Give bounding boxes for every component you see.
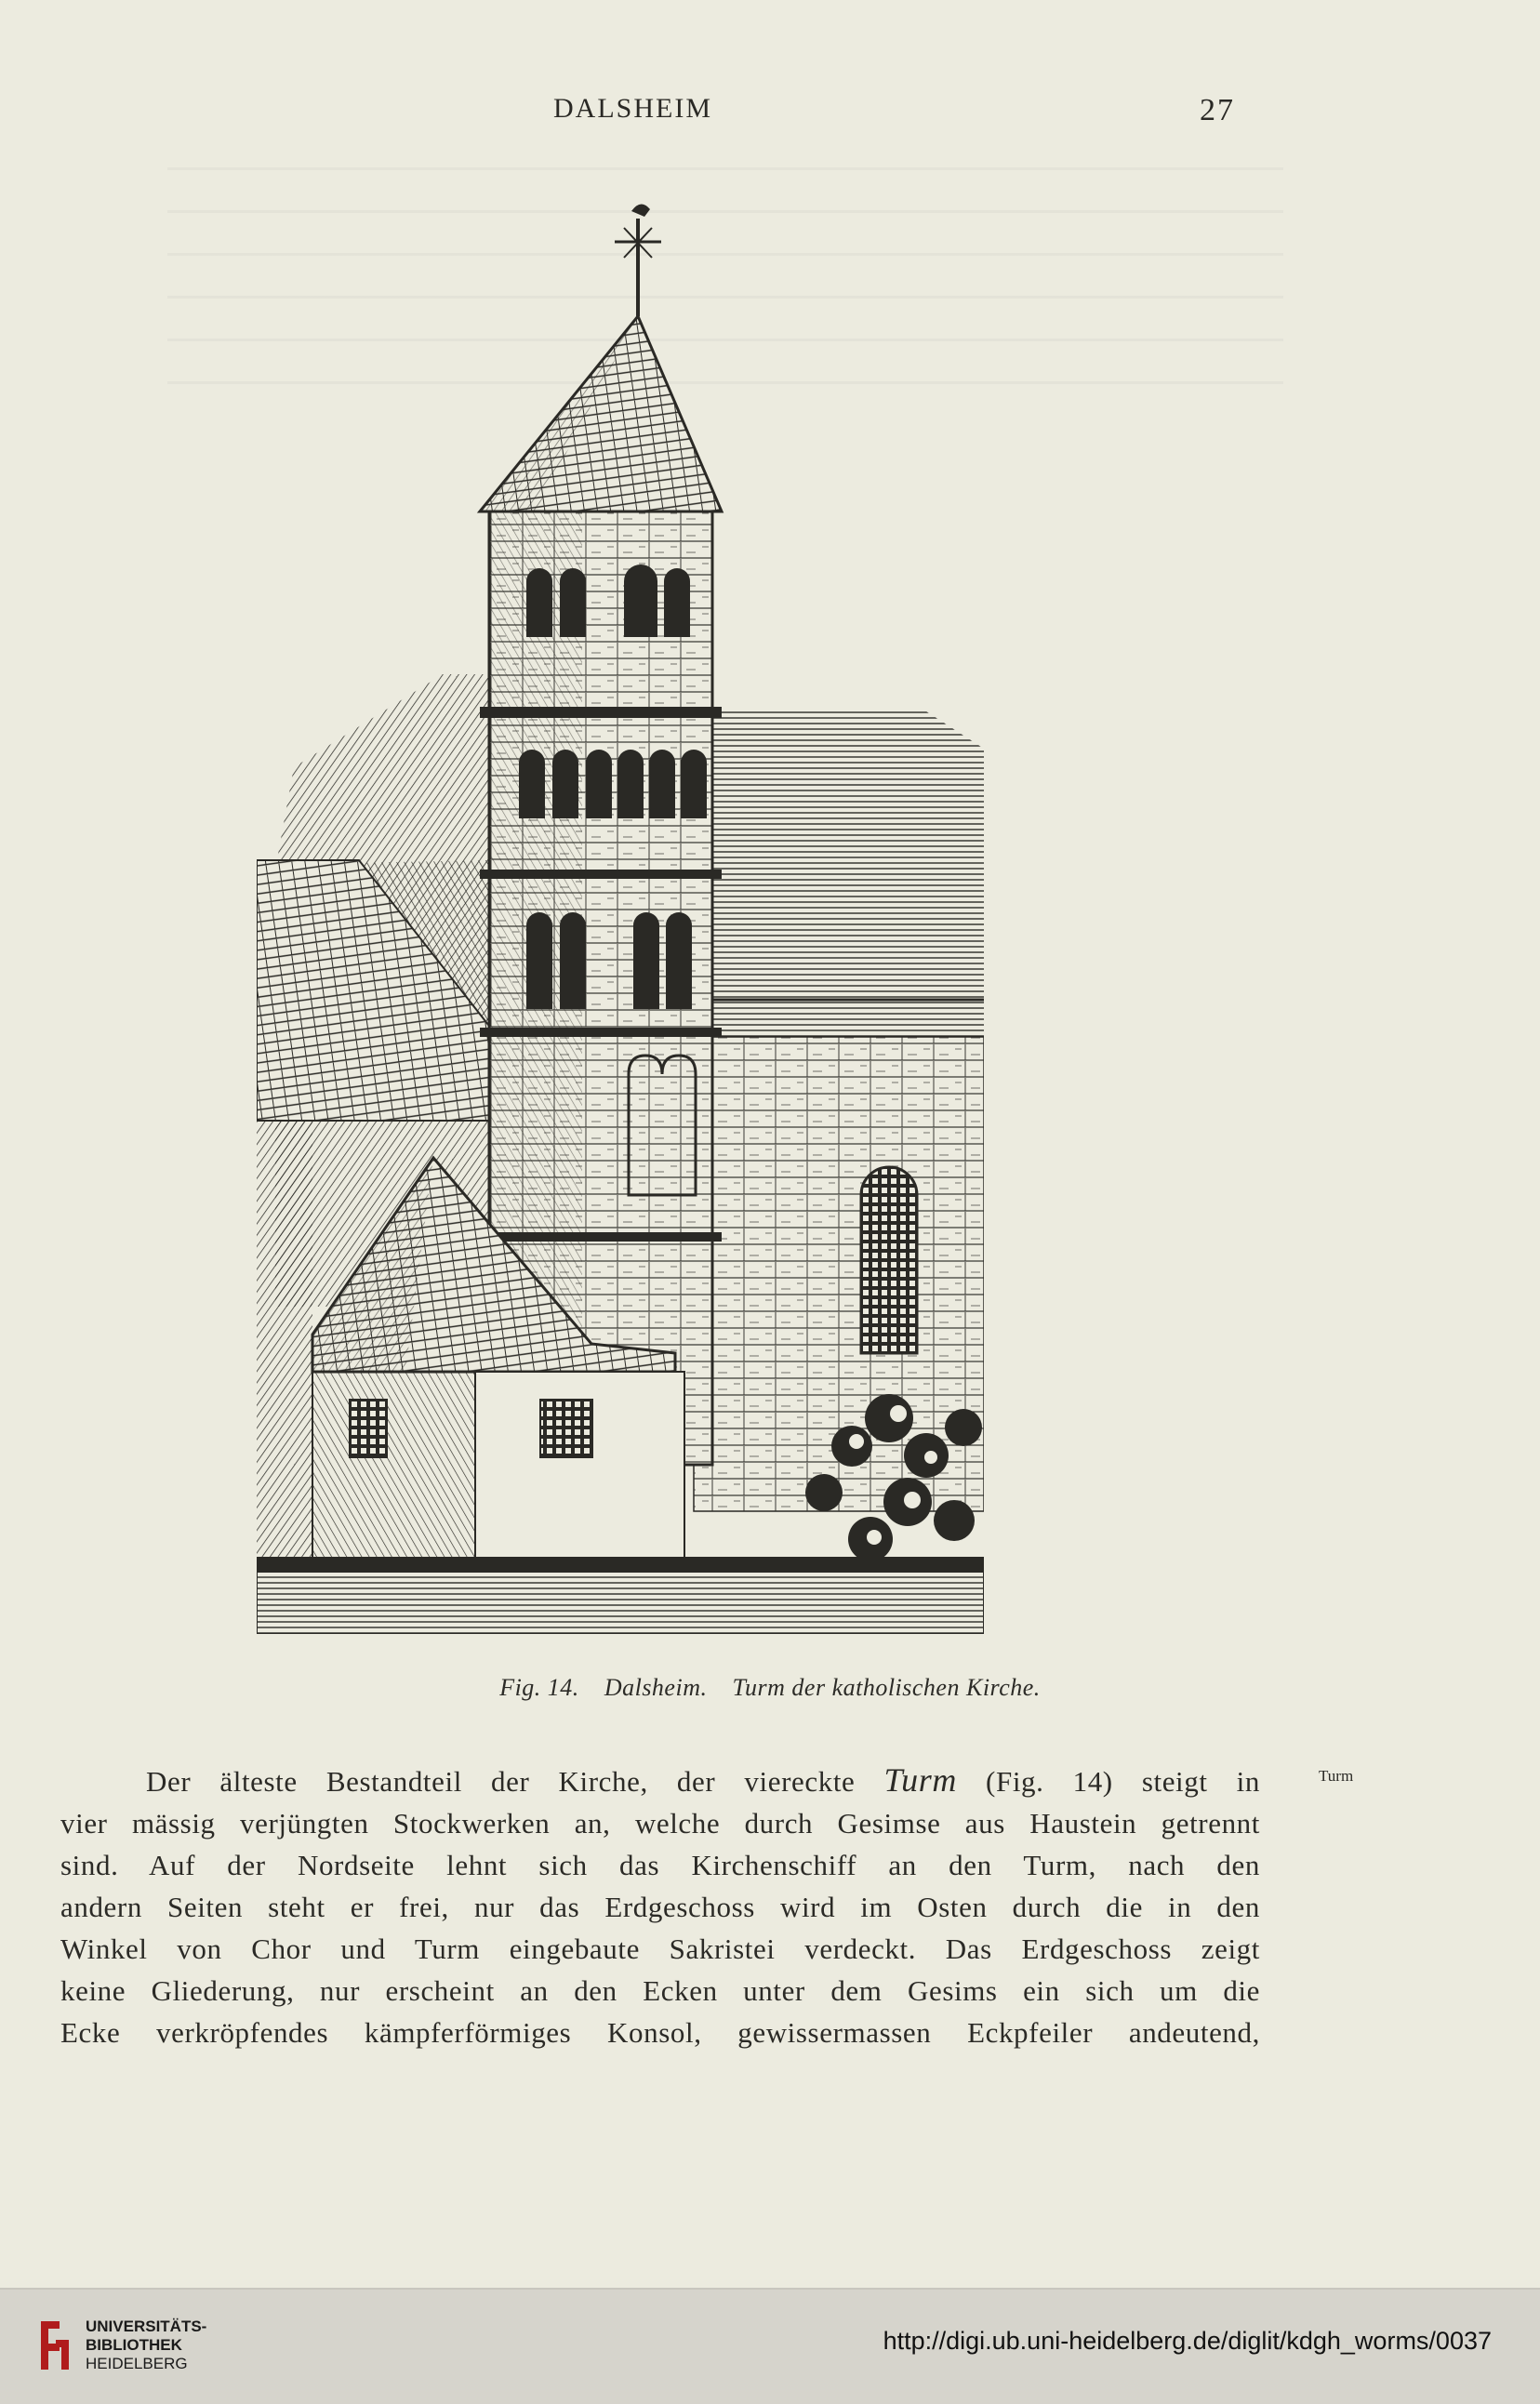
source-url[interactable]: http://digi.ub.uni-heidelberg.de/diglit/kdgh_worms/0037 — [883, 2327, 1492, 2355]
body-paragraph — [60, 1760, 1260, 2053]
text-line: sind. Auf der Nordseite lehnt sich das Kirchenschiff an den Turm, nach den — [60, 1849, 1260, 1881]
library-name-line1: UNIVERSITÄTS- — [86, 2318, 207, 2335]
figure-subject: Turm der katholischen Kirche. — [732, 1674, 1041, 1701]
figure-label: Fig. 14. — [499, 1674, 579, 1701]
figure-caption — [0, 1674, 1540, 1702]
library-name — [86, 2318, 206, 2373]
text-line: keine Gliederung, nur erscheint an den Ecken unter dem Gesims ein sich um die — [60, 1974, 1260, 2007]
text-line: Der älteste Bestandteil der Kirche, der viereckte Turm (Fig. 14) steigt in — [146, 1761, 1260, 1799]
library-name-line2: BIBLIOTHEK — [86, 2336, 182, 2354]
emphasis-turm: Turm — [883, 1761, 957, 1799]
margin-note: Turm — [1319, 1767, 1354, 1785]
library-footer — [0, 2288, 1540, 2404]
church-tower-engraving — [257, 191, 984, 1634]
text-line: Ecke verkröpfendes kämpferförmiges Konsol, gewissermassen Eckpfeiler andeutend, — [60, 2016, 1260, 2049]
text-line: vier mässig verjüngten Stockwerken an, welche durch Gesimse aus Haustein getrennt — [60, 1807, 1260, 1840]
text-line: andern Seiten steht er frei, nur das Erdgeschoss wird im Osten durch die in den — [60, 1891, 1260, 1923]
library-name-line3: HEIDELBERG — [86, 2355, 188, 2372]
library-logo-icon — [35, 2316, 73, 2373]
text-line: Winkel von Chor und Turm eingebaute Sakristei verdeckt. Das Erdgeschoss zeigt — [60, 1932, 1260, 1965]
running-title: DALSHEIM — [553, 93, 712, 124]
figure-place: Dalsheim. — [604, 1674, 708, 1701]
page-number: 27 — [1200, 93, 1235, 127]
